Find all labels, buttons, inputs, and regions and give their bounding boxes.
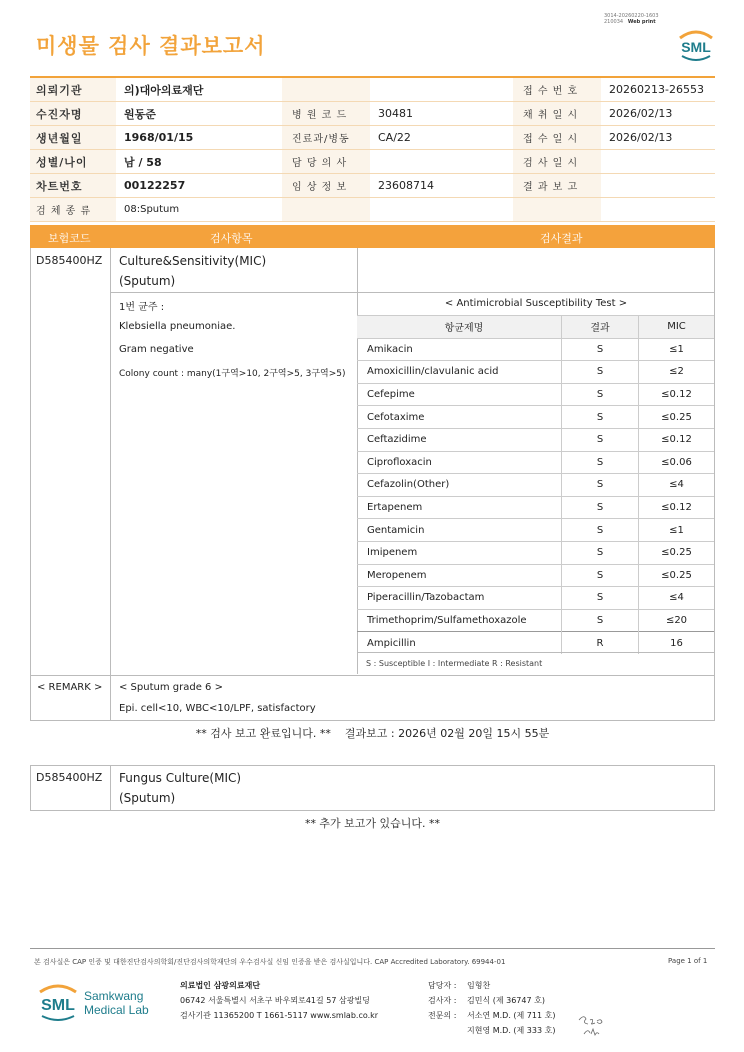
remark-label: < REMARK > — [37, 682, 103, 693]
info-l2: 병 원 코 드 — [282, 102, 370, 126]
ast-row — [357, 474, 714, 497]
info-v2: CA/22 — [370, 126, 513, 150]
antibiotic-name: Cefotaxime — [357, 406, 562, 429]
antibiotic-name: Imipenem — [357, 541, 562, 564]
info-row — [30, 126, 715, 150]
mic-value: ≤0.25 — [639, 564, 715, 587]
susceptibility-result: S — [562, 564, 639, 587]
mic-value: ≤0.12 — [639, 428, 715, 451]
info-row — [30, 102, 715, 126]
specimen: (Sputum) — [119, 274, 176, 288]
info-l1: 의뢰기관 — [30, 77, 116, 102]
print-code — [604, 13, 659, 25]
info-l3: 접 수 일 시 — [513, 126, 601, 150]
ast-col-header: 항균제명 — [357, 316, 562, 339]
antibiotic-name: Ceftazidime — [357, 428, 562, 451]
remark-line2: Epi. cell<10, WBC<10/LPF, satisfactory — [119, 703, 316, 714]
antibiotic-name: Cefepime — [357, 383, 562, 406]
insurance-code: D585400HZ — [36, 254, 103, 267]
svg-text:SML: SML — [681, 39, 711, 55]
mic-value: ≤0.25 — [639, 541, 715, 564]
susceptibility-result: S — [562, 496, 639, 519]
ast-header-row — [357, 316, 714, 339]
ast-row — [357, 564, 714, 587]
signature-image — [576, 1010, 610, 1040]
antibiotic-name: Trimethoprim/Sulfamethoxazole — [357, 609, 562, 632]
info-l1: 생년월일 — [30, 126, 116, 150]
susceptibility-result: R — [562, 632, 639, 654]
ast-row — [357, 338, 714, 361]
antibiotic-name: Ertapenem — [357, 496, 562, 519]
brand-line1: Samkwang — [84, 989, 144, 1003]
staff-val-3: 서소연 M.D. (제 711 호) — [467, 1011, 556, 1020]
info-v3: 2026/02/13 — [601, 126, 715, 150]
info-v3: 20260213-26553 — [601, 77, 715, 102]
report-title: 미생물 검사 결과보고서 — [36, 34, 266, 58]
staff-val-2: 김민식 (제 36747 호) — [467, 996, 545, 1005]
mic-value: ≤4 — [639, 587, 715, 610]
col-result-header: 검사결과 — [540, 232, 583, 245]
mic-value: 16 — [639, 632, 715, 654]
antibiotic-name: Ciprofloxacin — [357, 451, 562, 474]
antibiotic-name: Gentamicin — [357, 519, 562, 542]
susceptibility-result: S — [562, 609, 639, 632]
ast-row — [357, 541, 714, 564]
info-l1: 성별/나이 — [30, 150, 116, 174]
info-l1: 수진자명 — [30, 102, 116, 126]
info-v1: 00122257 — [116, 174, 282, 198]
ast-legend: S : Susceptible I : Intermediate R : Resistant — [366, 659, 543, 668]
susceptibility-result: S — [562, 519, 639, 542]
antibiotic-name: Meropenem — [357, 564, 562, 587]
col-code-header: 보험코드 — [48, 232, 91, 245]
col-item-header: 검사항목 — [210, 232, 253, 245]
info-l3: 채 취 일 시 — [513, 102, 601, 126]
fungus-specimen: (Sputum) — [119, 791, 176, 805]
info-l3: 결 과 보 고 — [513, 174, 601, 198]
info-row — [30, 198, 715, 222]
org-name: 의료법인 삼광의료재단 — [180, 981, 261, 990]
susceptibility-result: S — [562, 338, 639, 361]
ast-col-header: 결과 — [562, 316, 639, 339]
antibiotic-name: Amikacin — [357, 338, 562, 361]
info-v3: 2026/02/13 — [601, 102, 715, 126]
info-v2 — [370, 198, 513, 222]
antibiotic-name: Amoxicillin/clavulanic acid — [357, 361, 562, 384]
staff-label-2: 검사자 : — [428, 996, 457, 1005]
ast-row — [357, 632, 714, 654]
fungus-test-name: Fungus Culture(MIC) — [119, 771, 242, 785]
info-l2 — [282, 77, 370, 102]
susceptibility-result: S — [562, 361, 639, 384]
info-v2 — [370, 77, 513, 102]
remark-line1: < Sputum grade 6 > — [119, 682, 223, 693]
ast-row — [357, 609, 714, 632]
info-v1: 1968/01/15 — [116, 126, 282, 150]
info-l2: 진료과/병동 — [282, 126, 370, 150]
result-header — [30, 225, 715, 248]
susceptibility-result: S — [562, 541, 639, 564]
ast-row — [357, 451, 714, 474]
susceptibility-result: S — [562, 451, 639, 474]
ast-col-header: MIC — [639, 316, 715, 339]
mic-value: ≤4 — [639, 474, 715, 497]
info-v2: 30481 — [370, 102, 513, 126]
info-v3 — [601, 174, 715, 198]
staff-label-3: 전문의 : — [428, 1011, 457, 1020]
brand-line2: Medical Lab — [84, 1003, 149, 1017]
info-l1: 검 체 종 류 — [30, 198, 116, 222]
ast-row — [357, 361, 714, 384]
mic-value: ≤0.12 — [639, 383, 715, 406]
report-complete: ** 검사 보고 완료입니다. ** 결과보고 : 2026년 02월 20일 15시 55분 — [195, 727, 550, 740]
info-l1: 차트번호 — [30, 174, 116, 198]
print-code-line1: 3014-20260220-1603 — [604, 13, 659, 19]
footer-divider — [30, 948, 715, 949]
gram-stain: Gram negative — [119, 344, 194, 355]
mic-value: ≤1 — [639, 338, 715, 361]
mic-value: ≤0.06 — [639, 451, 715, 474]
info-row — [30, 150, 715, 174]
info-row — [30, 174, 715, 198]
ast-row — [357, 406, 714, 429]
info-v2: 23608714 — [370, 174, 513, 198]
susceptibility-result: S — [562, 383, 639, 406]
mic-value: ≤20 — [639, 609, 715, 632]
organism-label: 1번 균주 : — [119, 302, 165, 313]
samkwang-logo — [36, 980, 156, 1024]
susceptibility-result: S — [562, 428, 639, 451]
svg-text:SML: SML — [41, 997, 75, 1014]
info-l3: 검 사 일 시 — [513, 150, 601, 174]
organism-name: Klebsiella pneumoniae. — [119, 321, 236, 332]
org-contact: 검사기관 11365200 T 1661-5117 www.smlab.co.kr — [180, 1011, 379, 1020]
info-row — [30, 77, 715, 102]
info-l2 — [282, 198, 370, 222]
info-l3: 접 수 번 호 — [513, 77, 601, 102]
print-code-line2: 210034 — [604, 19, 624, 25]
info-v1: 남 / 58 — [116, 150, 282, 174]
info-l2: 임 상 정 보 — [282, 174, 370, 198]
susceptibility-result: S — [562, 474, 639, 497]
cert-text: 본 검사실은 CAP 인증 및 대한진단검사의학회/진단검사의학재단의 우수검사실 신임 인증을 받은 검사실입니다. CAP Accredited Laboratory. 69944-01 — [34, 958, 506, 966]
ast-row — [357, 587, 714, 610]
susceptibility-result: S — [562, 587, 639, 610]
antibiotic-name: Cefazolin(Other) — [357, 474, 562, 497]
antibiotic-name: Ampicillin — [357, 632, 562, 654]
staff-val-4: 지현영 M.D. (제 333 호) — [467, 1026, 556, 1035]
staff-label-1: 담당자 : — [428, 981, 457, 990]
mic-value: ≤2 — [639, 361, 715, 384]
info-v3 — [601, 198, 715, 222]
mic-value: ≤0.25 — [639, 406, 715, 429]
ast-row — [357, 428, 714, 451]
ast-row — [357, 519, 714, 542]
mic-value: ≤0.12 — [639, 496, 715, 519]
sml-logo — [674, 24, 718, 64]
info-v1: 원동준 — [116, 102, 282, 126]
mic-value: ≤1 — [639, 519, 715, 542]
page-number: Page 1 of 1 — [668, 957, 708, 965]
ast-row — [357, 496, 714, 519]
info-v3 — [601, 150, 715, 174]
additional-report-note: ** 추가 보고가 있습니다. ** — [304, 817, 441, 830]
ast-title: < Antimicrobial Susceptibility Test > — [444, 298, 628, 309]
info-v1: 08:Sputum — [116, 198, 282, 222]
antibiotic-name: Piperacillin/Tazobactam — [357, 587, 562, 610]
org-address: 06742 서울특별시 서초구 바우뫼로41길 57 삼광빌딩 — [180, 996, 370, 1005]
colony-count: Colony count : many(1구역>10, 2구역>5, 3구역>5) — [119, 369, 346, 379]
test-name: Culture&Sensitivity(MIC) — [119, 254, 267, 268]
info-v1: 의)대아의료재단 — [116, 77, 282, 102]
info-v2 — [370, 150, 513, 174]
ast-table — [357, 315, 714, 654]
fungus-code: D585400HZ — [36, 771, 103, 784]
ast-row — [357, 383, 714, 406]
info-l2: 담 당 의 사 — [282, 150, 370, 174]
staff-val-1: 임형찬 — [467, 981, 491, 990]
patient-info-table — [30, 76, 715, 222]
info-l3 — [513, 198, 601, 222]
susceptibility-result: S — [562, 406, 639, 429]
web-print-label: Web print — [627, 19, 656, 25]
